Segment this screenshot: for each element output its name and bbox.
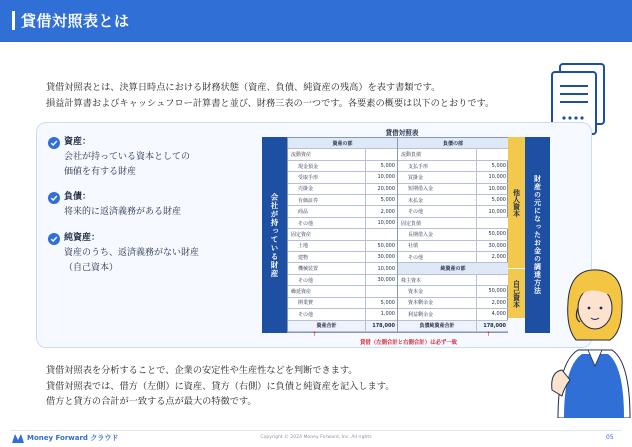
table-row — [398, 275, 508, 286]
balance-note: 貸借（左側合計と右側合計）は必ず一致 — [360, 340, 458, 346]
row-value: 10,000 — [365, 218, 397, 228]
definition-desc: 会社が持っている資本としての — [64, 152, 191, 162]
outro-line-3: 借方と貸方の合計が一致する点が最大の特徴です。 — [46, 396, 257, 407]
row-label: 売掛金 — [298, 186, 314, 193]
definition-term: 資産： — [64, 137, 92, 147]
own-capital-label: 自己資本 — [508, 269, 525, 318]
row-label: 利益剰余金 — [408, 311, 434, 318]
table-row — [288, 286, 397, 297]
row-label: 買掛金 — [408, 174, 424, 181]
row-value — [365, 286, 397, 296]
table-row — [288, 149, 397, 160]
table-row — [288, 184, 397, 195]
table-row — [398, 286, 508, 297]
row-value — [476, 149, 508, 159]
balance-sheet-diagram — [262, 130, 550, 333]
intro-text — [46, 80, 526, 111]
table-row — [288, 218, 397, 229]
table-row — [398, 184, 508, 195]
table-row — [288, 161, 397, 172]
row-value: 10,000 — [476, 172, 508, 182]
assets-column — [288, 138, 398, 332]
definition-equity — [48, 231, 199, 276]
row-label: 有価証券 — [298, 197, 319, 204]
row-value: 2,000 — [365, 206, 397, 216]
footer-divider — [10, 430, 622, 431]
row-value: 5,000 — [476, 195, 508, 205]
table-row — [398, 298, 508, 309]
row-label: 土地 — [298, 243, 309, 250]
row-label: 未払金 — [408, 197, 424, 204]
row-value: 2,000 — [476, 252, 508, 262]
table-row — [398, 218, 508, 229]
table-row — [398, 206, 508, 217]
left-side-label: 会社が持っている財産 — [262, 137, 287, 333]
section-header: 負債の部 — [398, 138, 508, 149]
row-value: 5,000 — [365, 161, 397, 171]
money-forward-logo-icon — [12, 434, 24, 443]
row-value: 30,000 — [365, 252, 397, 262]
row-value: 20,000 — [365, 184, 397, 194]
row-value — [365, 149, 397, 159]
assets-total-row — [288, 321, 397, 332]
table-row — [398, 161, 508, 172]
row-label: 負債純資産合計 — [419, 323, 455, 330]
row-label: 固定負債 — [401, 220, 422, 227]
row-label: 流動資産 — [291, 152, 312, 159]
table-row — [288, 229, 397, 240]
outro-line-2: 貸借対照表では、借方（左側）に資産、貸方（右側）に負債と純資産を記入します。 — [46, 380, 395, 392]
row-label: その他 — [408, 254, 424, 261]
row-label: 短期借入金 — [408, 186, 434, 193]
section-header: 純資産の部 — [398, 263, 508, 274]
page-number: 05 — [606, 434, 614, 441]
definition-liabilities — [48, 190, 181, 220]
outro-line-1: 貸借対照表を分析することで、企業の安定性や生産性などを判断できます。 — [46, 365, 358, 376]
table-row — [398, 195, 508, 206]
row-label: 資本金 — [408, 288, 424, 295]
definition-desc: 将来的に返済義務がある財産 — [64, 207, 182, 217]
row-label: その他 — [298, 311, 314, 318]
table-row — [288, 275, 397, 286]
row-label: 流動負債 — [401, 152, 422, 159]
definition-assets — [48, 135, 190, 180]
row-label: 機械装置 — [298, 266, 319, 273]
header-accent-bar — [12, 11, 15, 30]
check-icon — [48, 137, 60, 149]
row-value: 2,000 — [476, 298, 508, 308]
row-value: 50,000 — [476, 286, 508, 296]
row-value: 10,000 — [365, 172, 397, 182]
row-label: 開業費 — [298, 300, 314, 307]
table-row — [288, 263, 397, 274]
table-row — [288, 195, 397, 206]
row-value: 50,000 — [476, 229, 508, 239]
table-row — [288, 309, 397, 320]
row-label: 固定資産 — [291, 231, 312, 238]
table-row — [288, 206, 397, 217]
row-value: 10,000 — [476, 206, 508, 216]
table-row — [288, 241, 397, 252]
copyright-text: Copyright © 2024 Money Forward, Inc. All rights — [260, 435, 372, 440]
table-row — [398, 241, 508, 252]
definition-desc: 価値を有する財産 — [64, 167, 137, 177]
row-value: 50,000 — [365, 241, 397, 251]
intro-line-2: 損益計算書およびキャッシュフロー計算書と並び、財務三表の一つです。各要素の概要は以下のとおりです。 — [46, 97, 495, 109]
presenter-illustration — [548, 262, 632, 418]
right-total-arrow: ↑ — [486, 331, 492, 338]
balance-sheet-title: 貸借対照表 — [385, 129, 419, 137]
table-row — [398, 252, 508, 263]
borrowed-capital-label: 他人資本 — [508, 137, 525, 268]
definition-desc: （自己資本） — [64, 263, 119, 273]
row-label: その他 — [408, 209, 424, 216]
intro-line-1: 貸借対照表とは、決算日時点における財務状態（資産、負債、純資産の残高）を表す書類です。 — [46, 82, 441, 93]
row-label: 株主資本 — [401, 277, 422, 284]
section-header: 資産の部 — [288, 138, 397, 149]
check-icon — [48, 233, 60, 245]
table-row — [288, 252, 397, 263]
row-value: 10,000 — [365, 263, 397, 273]
row-label: 現金預金 — [298, 163, 319, 170]
row-label: 支払手形 — [408, 163, 429, 170]
row-value — [476, 218, 508, 228]
brand-logo — [12, 433, 118, 443]
page-title: 貸借対照表とは — [21, 12, 130, 30]
page-header — [0, 0, 632, 42]
row-value: 10,000 — [476, 184, 508, 194]
row-label: 長期借入金 — [408, 231, 434, 238]
definition-desc: 資産のうち、返済義務がない財産 — [64, 248, 200, 258]
table-row — [398, 229, 508, 240]
table-row — [398, 149, 508, 160]
row-value — [476, 275, 508, 285]
table-row — [398, 309, 508, 320]
table-row — [288, 172, 397, 183]
left-total-arrow: ↑ — [312, 331, 318, 338]
row-label: 社債 — [408, 243, 419, 250]
check-icon — [48, 192, 60, 204]
row-value: 5,000 — [365, 195, 397, 205]
liabilities-equity-column — [398, 138, 508, 332]
row-label: 資本剰余金 — [408, 300, 434, 307]
table-row — [288, 298, 397, 309]
row-value — [365, 229, 397, 239]
row-value: 30,000 — [476, 241, 508, 251]
liabilities-equity-total-row — [398, 321, 508, 332]
balance-sheet-table — [287, 137, 508, 333]
row-label: 建物 — [298, 254, 309, 261]
row-value: 178,000 — [476, 321, 508, 331]
definition-term: 負債： — [64, 192, 92, 202]
brand-name: Money Forward クラウド — [27, 434, 119, 442]
table-row — [398, 172, 508, 183]
outro-text — [46, 363, 516, 410]
row-value: 5,000 — [365, 298, 397, 308]
row-label: 受取手形 — [298, 174, 319, 181]
row-label: 繰延資産 — [291, 288, 312, 295]
row-value: 4,000 — [476, 309, 508, 319]
row-value: 30,000 — [365, 275, 397, 285]
row-label: その他 — [298, 220, 314, 227]
row-value: 5,000 — [476, 161, 508, 171]
row-label: その他 — [298, 277, 314, 284]
row-value: 1,000 — [365, 309, 397, 319]
row-label: 資産合計 — [316, 323, 337, 330]
row-label: 商品 — [298, 209, 309, 216]
right-side-label: 財産の元になったお金の調達方法 — [525, 137, 550, 333]
definition-term: 純資産： — [64, 233, 101, 243]
row-value: 178,000 — [365, 321, 397, 331]
